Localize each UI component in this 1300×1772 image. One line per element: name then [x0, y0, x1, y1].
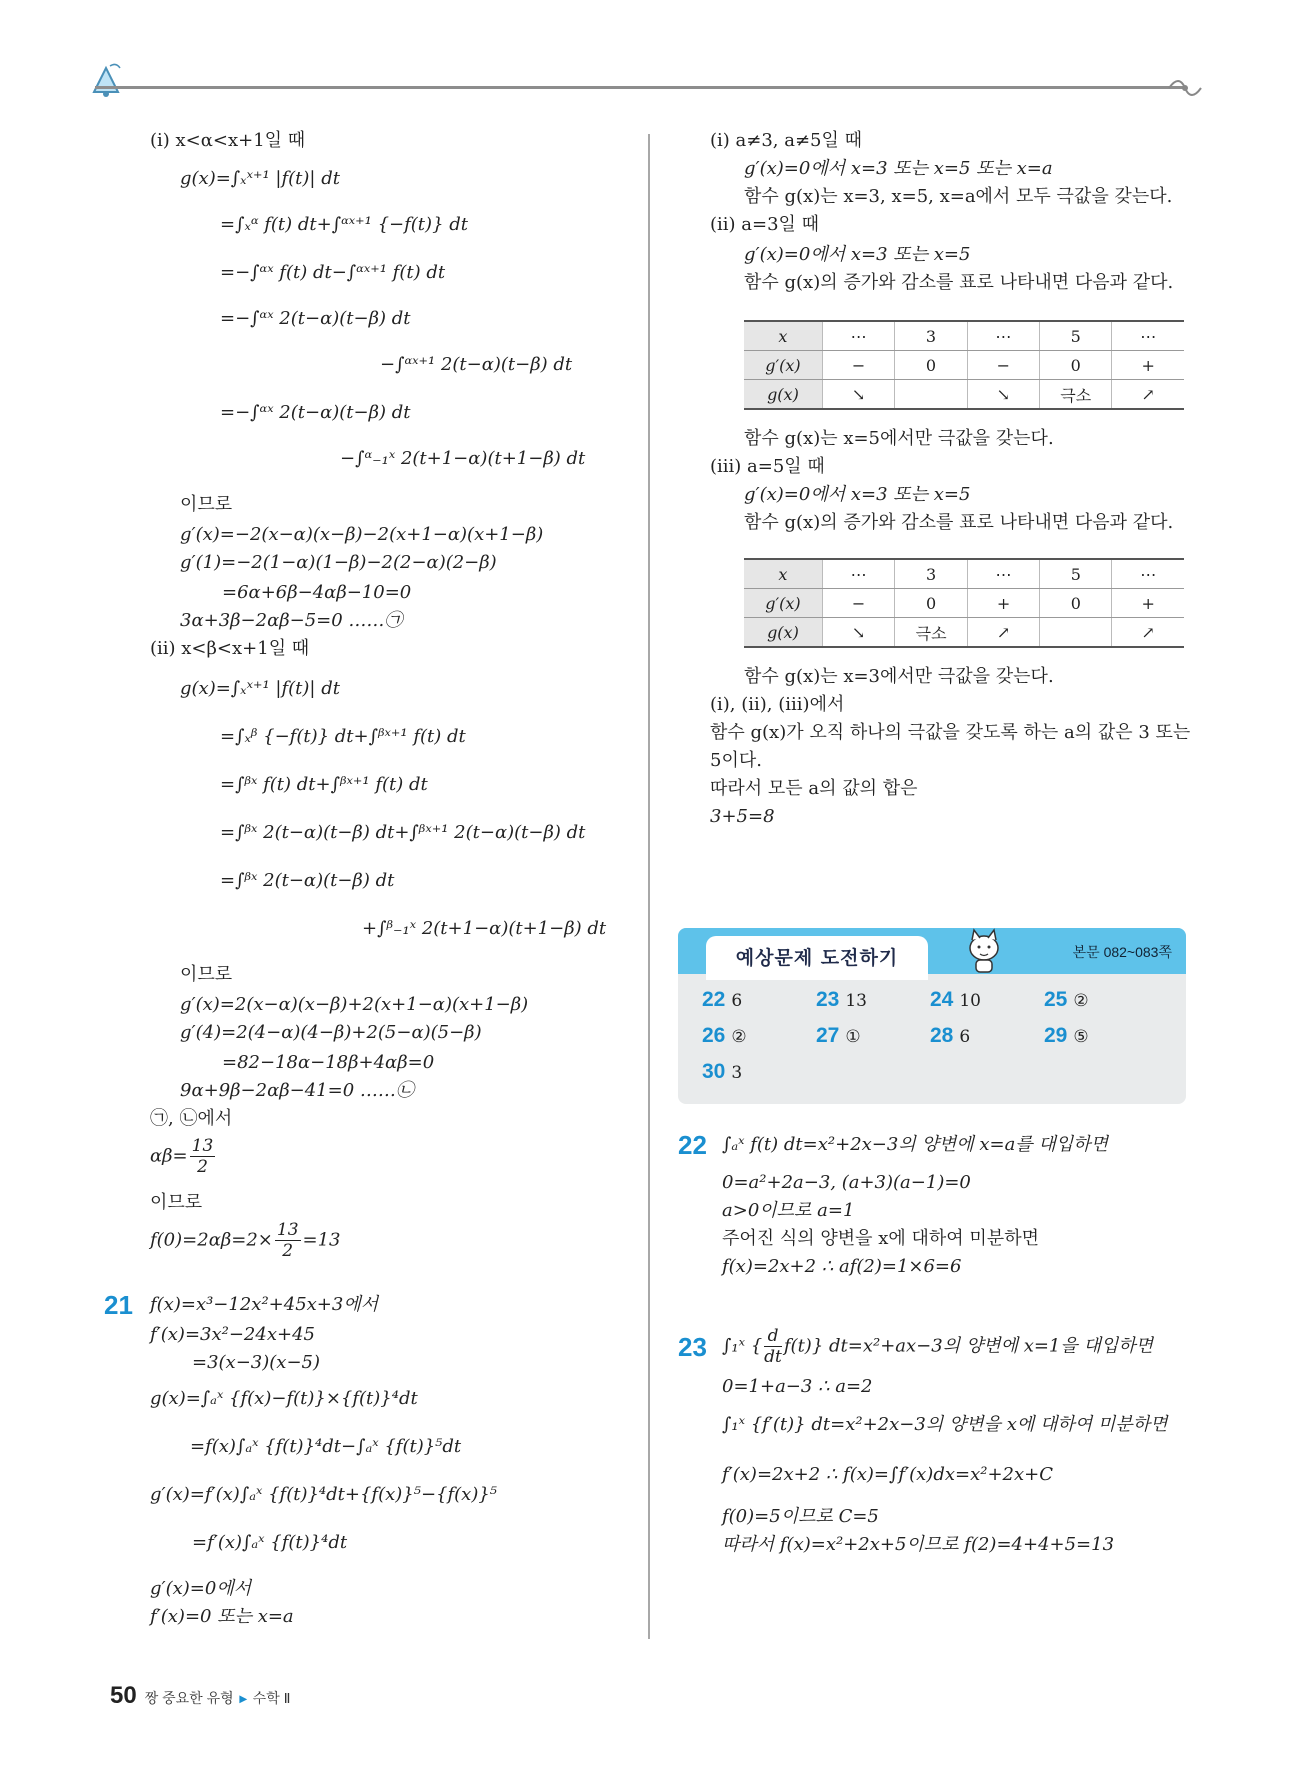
- equation: =∫ᵝˣ 2(t−α)(t−β) dt: [220, 870, 395, 891]
- table-cell: ⋯: [967, 321, 1039, 351]
- table-cell: 3: [895, 321, 967, 351]
- fraction: [764, 1326, 782, 1367]
- equation: f(x)=x³−12x²+45x+3에서: [150, 1294, 379, 1315]
- text-line: 함수 g(x)는 x=5에서만 극값을 갖는다.: [744, 428, 1054, 449]
- answer-item: [816, 988, 867, 1012]
- text-line: 이므로: [180, 494, 233, 515]
- answer-number: 24: [930, 988, 954, 1011]
- equation: =6α+6β−4αβ−10=0: [222, 582, 412, 603]
- eq-part: =13: [302, 1229, 341, 1251]
- answer-number: 30: [702, 1060, 726, 1083]
- text-line: 함수 g(x)의 증가와 감소를 표로 나타내면 다음과 같다.: [744, 512, 1174, 533]
- equation: f′(x)=0 또는 x=a: [150, 1606, 294, 1627]
- table-cell: 0: [1040, 589, 1112, 618]
- table-cell: x: [744, 559, 822, 589]
- case-heading: (ⅰ) a≠3, a≠5일 때: [710, 130, 862, 151]
- problem-number: 22: [678, 1130, 707, 1160]
- table-cell: +: [1112, 589, 1184, 618]
- answer-number: 28: [930, 1024, 954, 1047]
- bell-icon: [86, 60, 126, 100]
- page-number: 50: [110, 1682, 137, 1709]
- table-row: [744, 380, 1184, 410]
- table-cell: 0: [1040, 351, 1112, 380]
- case-heading: (ⅰ) x<α<x+1일 때: [150, 130, 306, 151]
- equation: g′(4)=2(4−α)(4−β)+2(5−α)(5−β): [180, 1022, 482, 1043]
- equation: f(x)=2x+2 ∴ af(2)=1×6=6: [722, 1256, 962, 1277]
- equation: =∫ᵝˣ f(t) dt+∫ᵝˣ⁺¹ f(t) dt: [220, 774, 428, 795]
- table-cell: +: [967, 589, 1039, 618]
- table-cell: ⋯: [822, 559, 894, 589]
- table-cell: −: [822, 351, 894, 380]
- sign-table-1: [744, 320, 1184, 410]
- table-cell: [895, 380, 967, 410]
- table-row: [744, 559, 1184, 589]
- table-cell: [1040, 618, 1112, 648]
- equation: [150, 1136, 217, 1177]
- answer-value: ②: [731, 1027, 747, 1047]
- equation: =f′(x)∫ₐˣ {f(t)}⁴dt: [192, 1532, 348, 1553]
- equation: 3+5=8: [710, 806, 775, 827]
- fraction: [275, 1220, 301, 1261]
- equation: [150, 1220, 341, 1261]
- ribbon-icon: [1165, 76, 1205, 100]
- text-line: ㉠, ㉡에서: [150, 1108, 233, 1129]
- text-line: 함수 g(x)는 x=3에서만 극값을 갖는다.: [744, 666, 1054, 687]
- equation: g′(x)=2(x−α)(x−β)+2(x+1−α)(x+1−β): [180, 994, 529, 1015]
- equation: =3(x−3)(x−5): [192, 1352, 320, 1373]
- answer-number: 23: [816, 988, 840, 1011]
- frac-den: 2: [197, 1157, 208, 1177]
- answer-value: 13: [845, 991, 867, 1011]
- answer-value: 10: [959, 991, 981, 1011]
- table-cell: ↘: [967, 380, 1039, 410]
- equation: g′(x)=0에서 x=3 또는 x=5 또는 x=a: [744, 158, 1053, 179]
- equation: −∫ᵅ₋₁ˣ 2(t+1−α)(t+1−β) dt: [340, 448, 586, 469]
- text-line: (ⅰ), (ⅱ), (ⅲ)에서: [710, 694, 845, 715]
- table-cell: ⋯: [967, 559, 1039, 589]
- table-row: [744, 618, 1184, 648]
- equation: −∫ᵅˣ⁺¹ 2(t−α)(t−β) dt: [380, 354, 573, 375]
- case-heading: (ⅲ) a=5일 때: [710, 456, 825, 477]
- page-footer: [110, 1682, 291, 1710]
- equation: 0=a²+2a−3, (a+3)(a−1)=0: [722, 1172, 971, 1193]
- table-cell: ↗: [1112, 618, 1184, 648]
- table-cell: 극소: [1040, 380, 1112, 410]
- equation: +∫ᵝ₋₁ˣ 2(t+1−α)(t+1−β) dt: [362, 918, 607, 939]
- frac-num: 13: [191, 1136, 214, 1156]
- answer-number: 27: [816, 1024, 840, 1047]
- table-cell: −: [822, 589, 894, 618]
- problem-number: 23: [678, 1332, 707, 1362]
- equation: g(x)=∫ₓˣ⁺¹ |f(t)| dt: [180, 168, 340, 189]
- answer-item: [702, 1024, 747, 1048]
- text-line: 함수 g(x)의 증가와 감소를 표로 나타내면 다음과 같다.: [744, 272, 1174, 293]
- text-line: 5이다.: [710, 750, 762, 771]
- equation: f(0)=5이므로 C=5: [722, 1506, 879, 1527]
- text-line: 함수 g(x)가 오직 하나의 극값을 갖도록 하는 a의 값은 3 또는: [710, 722, 1191, 743]
- table-cell: ⋯: [1112, 321, 1184, 351]
- text-line: 주어진 식의 양변을 x에 대하여 미분하면: [722, 1228, 1039, 1249]
- equation: =−∫ᵅˣ f(t) dt−∫ᵅˣ⁺¹ f(t) dt: [220, 262, 446, 283]
- table-cell: ↗: [967, 618, 1039, 648]
- answer-value: 6: [959, 1027, 971, 1047]
- equation: 3α+3β−2αβ−5=0 ……㉠: [180, 610, 403, 631]
- equation: g′(x)=0에서: [150, 1578, 252, 1599]
- fraction: [190, 1136, 216, 1177]
- book-title: 짱 중요한 유형: [144, 1690, 234, 1706]
- equation: =82−18α−18β+4αβ=0: [222, 1052, 435, 1073]
- subject-name: 수학 Ⅱ: [252, 1690, 291, 1706]
- text-line: 이므로: [180, 964, 233, 985]
- table-cell: ↘: [822, 380, 894, 410]
- table-cell: 3: [895, 559, 967, 589]
- header-rule: [95, 86, 1185, 89]
- answer-value: ②: [1073, 991, 1089, 1011]
- table-cell: −: [967, 351, 1039, 380]
- answer-value: 3: [731, 1063, 743, 1083]
- answer-item: [1044, 988, 1089, 1012]
- table-cell: x: [744, 321, 822, 351]
- answer-number: 26: [702, 1024, 726, 1047]
- eq-part: ∫₁ˣ {: [722, 1335, 763, 1357]
- equation: =∫ₓᵅ f(t) dt+∫ᵅˣ⁺¹ {−f(t)} dt: [220, 214, 468, 235]
- answer-box-title: 예상문제 도전하기: [706, 936, 928, 980]
- separator-mark: ▸: [239, 1690, 247, 1706]
- text-line: 함수 g(x)는 x=3, x=5, x=a에서 모두 극값을 갖는다.: [744, 186, 1173, 207]
- answer-item: [1044, 1024, 1089, 1048]
- answer-number: 22: [702, 988, 726, 1011]
- table-cell: 극소: [895, 618, 967, 648]
- table-row: [744, 321, 1184, 351]
- answer-number: 25: [1044, 988, 1068, 1011]
- table-cell: ⋯: [822, 321, 894, 351]
- text-line: 이므로: [150, 1192, 203, 1213]
- text-line: 따라서 모든 a의 값의 합은: [710, 778, 918, 799]
- cat-mascot-icon: [960, 928, 1008, 976]
- eq-part: f(t)} dt=x²+ax−3의 양변에 x=1을 대입하면: [783, 1335, 1154, 1357]
- equation: g′(x)=f′(x)∫ₐˣ {f(t)}⁴dt+{f(x)}⁵−{f(x)}⁵: [150, 1484, 498, 1505]
- page-reference: 본문 082~083쪽: [1072, 944, 1172, 960]
- table-cell: +: [1112, 351, 1184, 380]
- equation: =∫ᵝˣ 2(t−α)(t−β) dt+∫ᵝˣ⁺¹ 2(t−α)(t−β) dt: [220, 822, 586, 843]
- table-cell: 0: [895, 589, 967, 618]
- table-cell: ↗: [1112, 380, 1184, 410]
- equation: 9α+9β−2αβ−41=0 ……㉡: [180, 1080, 414, 1101]
- answer-item: [930, 988, 981, 1012]
- equation: =−∫ᵅˣ 2(t−α)(t−β) dt: [220, 308, 411, 329]
- eq-part: f(0)=2αβ=2×: [150, 1229, 273, 1251]
- equation: ∫ₐˣ f(t) dt=x²+2x−3의 양변에 x=a를 대입하면: [722, 1134, 1108, 1155]
- table-row: [744, 589, 1184, 618]
- answer-value: ①: [845, 1027, 861, 1047]
- table-cell: g′(x): [744, 351, 822, 380]
- equation: g′(1)=−2(1−α)(1−β)−2(2−α)(2−β): [180, 552, 497, 573]
- eq-part: αβ=: [150, 1145, 188, 1167]
- frac-num: 13: [276, 1220, 299, 1240]
- equation: g′(x)=−2(x−α)(x−β)−2(x+1−α)(x+1−β): [180, 524, 544, 545]
- table-row: [744, 351, 1184, 380]
- equation: 0=1+a−3 ∴ a=2: [722, 1376, 873, 1397]
- frac-num: d: [764, 1326, 782, 1347]
- table-cell: g′(x): [744, 589, 822, 618]
- column-divider: [648, 134, 650, 1639]
- equation: g(x)=∫ₐˣ {f(x)−f(t)}×{f(t)}⁴dt: [150, 1388, 418, 1409]
- equation: g′(x)=0에서 x=3 또는 x=5: [744, 244, 971, 265]
- equation: =f(x)∫ₐˣ {f(t)}⁴dt−∫ₐˣ {f(t)}⁵dt: [190, 1436, 462, 1457]
- equation: =∫ₓᵝ {−f(t)} dt+∫ᵝˣ⁺¹ f(t) dt: [220, 726, 466, 747]
- frac-den: dt: [764, 1347, 782, 1367]
- answer-value: 6: [731, 991, 743, 1011]
- equation: 따라서 f(x)=x²+2x+5이므로 f(2)=4+4+5=13: [722, 1534, 1115, 1555]
- equation: f′(x)=2x+2 ∴ f(x)=∫f′(x)dx=x²+2x+C: [722, 1464, 1053, 1485]
- frac-den: 2: [282, 1241, 294, 1261]
- table-cell: 5: [1040, 559, 1112, 589]
- answer-summary-box: [678, 928, 1186, 1104]
- equation: =−∫ᵅˣ 2(t−α)(t−β) dt: [220, 402, 411, 423]
- answer-item: [702, 1060, 742, 1084]
- sign-table-2: [744, 558, 1184, 648]
- table-cell: 0: [895, 351, 967, 380]
- equation: g′(x)=0에서 x=3 또는 x=5: [744, 484, 971, 505]
- answer-value: ⑤: [1073, 1027, 1089, 1047]
- equation: [722, 1326, 1153, 1367]
- answer-number: 29: [1044, 1024, 1068, 1047]
- equation: f′(x)=3x²−24x+45: [150, 1324, 315, 1345]
- equation: ∫₁ˣ {f′(t)} dt=x²+2x−3의 양변을 x에 대하여 미분하면: [722, 1414, 1168, 1435]
- answer-item: [930, 1024, 970, 1048]
- equation: g(x)=∫ₓˣ⁺¹ |f(t)| dt: [180, 678, 340, 699]
- problem-number: 21: [104, 1290, 133, 1320]
- table-cell: ⋯: [1112, 559, 1184, 589]
- table-cell: ↘: [822, 618, 894, 648]
- case-heading: (ⅱ) a=3일 때: [710, 214, 820, 235]
- answer-item: [816, 1024, 861, 1048]
- case-heading: (ⅱ) x<β<x+1일 때: [150, 638, 310, 659]
- answer-item: [702, 988, 742, 1012]
- table-cell: 5: [1040, 321, 1112, 351]
- equation: a>0이므로 a=1: [722, 1200, 855, 1221]
- table-cell: g(x): [744, 618, 822, 648]
- table-cell: g(x): [744, 380, 822, 410]
